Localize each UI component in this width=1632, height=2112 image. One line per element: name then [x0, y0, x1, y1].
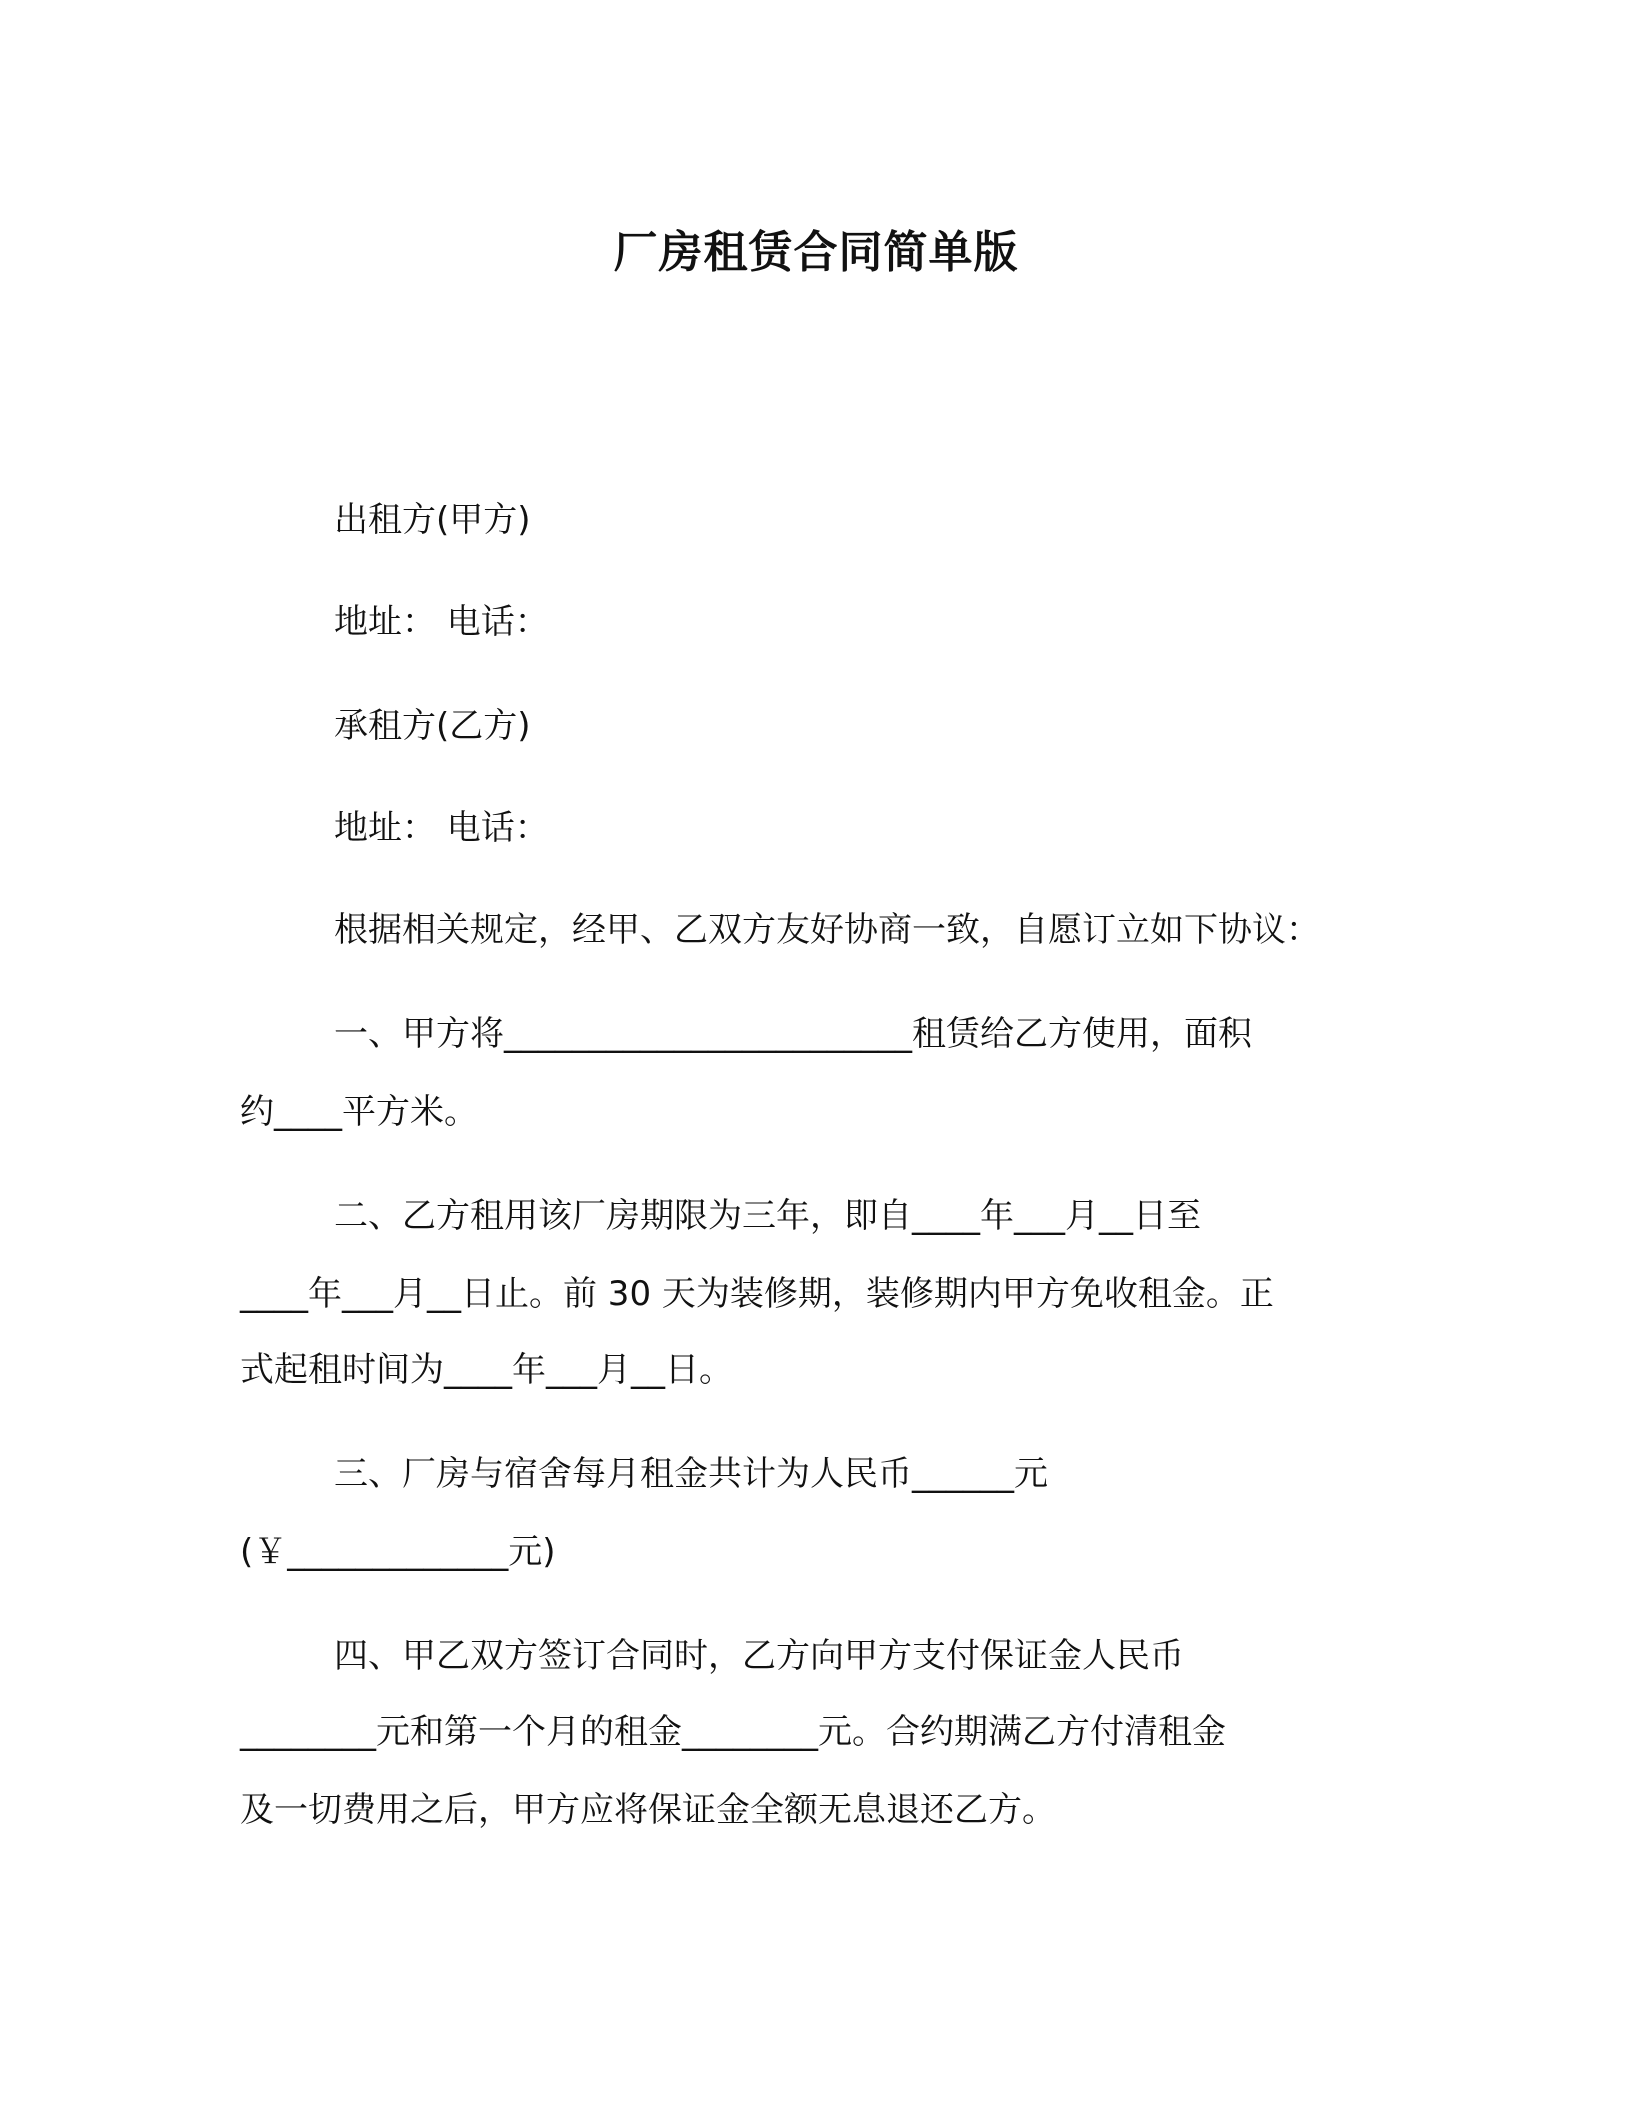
clause-4-line-1: 四、甲乙双方签订合同时，乙方向甲方支付保证金人民币	[334, 1636, 1184, 1676]
clause-4-line-3: 及一切费用之后，甲方应将保证金全额无息退还乙方。	[240, 1790, 1056, 1830]
lessee-label: 承租方(乙方)	[334, 706, 531, 746]
clause-2-line-3: 式起租时间为____年___月__日。	[240, 1350, 733, 1390]
clause-2-line-1: 二、乙方租用该厂房期限为三年，即自____年___月__日至	[334, 1196, 1201, 1236]
clause-2-line-2: ____年___月__日止。前 30 天为装修期，装修期内甲方免收租金。正	[240, 1274, 1274, 1314]
clause-4-line-2: ________元和第一个月的租金________元。合约期满乙方付清租金	[240, 1712, 1226, 1752]
preamble-paragraph: 根据相关规定，经甲、乙双方友好协商一致，自愿订立如下协议：	[334, 910, 1320, 950]
clause-1-line-2: 约____平方米。	[240, 1092, 478, 1132]
clause-3-line-1: 三、厂房与宿舍每月租金共计为人民币______元	[334, 1454, 1048, 1494]
document-title: 厂房租赁合同简单版	[613, 227, 1019, 278]
lessee-address-phone: 地址： 电话：	[334, 808, 549, 848]
clause-1-line-1: 一、甲方将________________________租赁给乙方使用，面积	[334, 1014, 1252, 1054]
lessor-address-phone: 地址： 电话：	[334, 602, 549, 642]
clause-3-line-2: (￥_____________元)	[240, 1532, 556, 1572]
lessor-label: 出租方(甲方)	[334, 500, 531, 540]
